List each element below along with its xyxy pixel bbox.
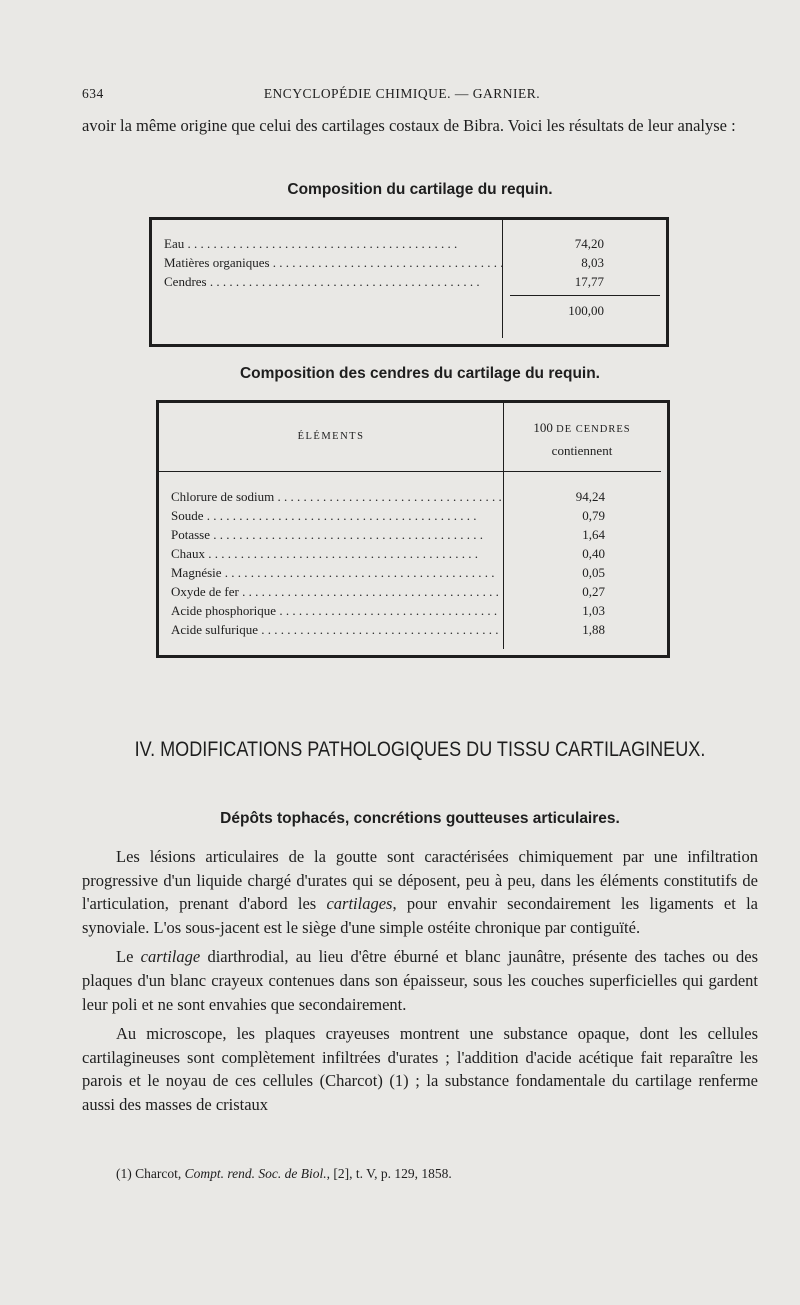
table2-row-value: 1,88 [582, 622, 605, 637]
shark-cartilage-table [149, 217, 669, 347]
page-number: 634 [82, 86, 104, 101]
table2-values [505, 487, 605, 639]
table2-row-label: Chaux . . . [171, 544, 501, 563]
table2-row-value: 1,03 [582, 603, 605, 618]
table2-row-label: Magnésie . . . [171, 563, 501, 582]
subsection-title: Dépôts tophacés, concrétions goutteuses articulaires. [220, 810, 620, 827]
table2-row-label: Chlorure de sodium . . . [171, 487, 501, 506]
intro-paragraph: avoir la même origine que celui des cartilages costaux de Bibra. Voici les résultats de leur analyse : [82, 116, 736, 135]
table2-column-divider [503, 403, 504, 649]
shark-ash-table [156, 400, 670, 658]
table2-row-value: 0,40 [582, 546, 605, 561]
table2-row-label: Acide sulfurique . . . [171, 620, 501, 639]
table2-labels [171, 487, 501, 639]
table2-row-value: 0,79 [582, 508, 605, 523]
table2-row-value: 0,05 [582, 565, 605, 580]
footnote: (1) Charcot, Compt. rend. Soc. de Biol., [2], t. V, p. 129, 1858. [116, 1166, 452, 1181]
table2-row-value: 1,64 [582, 527, 605, 542]
table1-row-label: Eau . . . [164, 234, 504, 253]
paragraph-1: Les lésions articulaires de la goutte sont caractérisées chimiquement par une infiltration progressive d'un liquide chargé d'urates qui se déposent, peu à peu, dans les éléments constitutifs de l'articulation, prenant d'abord les cartilages, pour envahir secondairement les ligaments et la synoviale. L'os sous-jacent est le siège d'une simple ostéite chronique par contiguïté. [82, 847, 758, 937]
table1-total-rule [510, 295, 660, 296]
table1-values [504, 234, 604, 291]
table2-row-label: Potasse . . . [171, 525, 501, 544]
table1-caption: Composition du cartilage du requin. [287, 181, 553, 198]
table2-row-value: 94,24 [575, 489, 605, 504]
table2-row-value: 0,27 [582, 584, 605, 599]
table1-row-label: Cendres . . . [164, 272, 504, 291]
running-title: ENCYCLOPÉDIE CHIMIQUE. — GARNIER. [263, 86, 541, 101]
table1-row-value: 17,77 [574, 274, 604, 289]
table2-header-content: 100 DE CENDRES contiennent [533, 420, 631, 458]
paragraph-3: Au microscope, les plaques crayeuses montrent une substance opaque, dont les cellules cartilagineuses sont complètement infiltrées d'urates ; l'addition d'acide acétique fait reparaître les parois et le noyau de ces cellules (Charcot) (1) ; la substance fondamentale du cartilage renferme aussi des masses de cristaux [82, 1024, 758, 1114]
table2-row-label: Acide phosphorique . . . [171, 601, 501, 620]
table1-labels [164, 234, 504, 291]
body-text [82, 845, 758, 1123]
table2-header-elements: ÉLÉMENTS [297, 431, 365, 442]
table1-total: 100,00 [568, 303, 604, 318]
table2-caption: Composition des cendres du cartilage du requin. [239, 365, 600, 382]
table2-row-label: Oxyde de fer . . . [171, 582, 501, 601]
table2-row-label: Soude . . . [171, 506, 501, 525]
table2-header-rule [159, 471, 661, 472]
table1-row-label: Matières organiques . . . [164, 253, 504, 272]
table1-column-divider [502, 220, 503, 338]
paragraph-2: Le cartilage diarthrodial, au lieu d'être éburné et blanc jaunâtre, présente des taches ou des plaques d'un blanc crayeux contenues dans son épaisseur, sous les couches superficielles qui gardent leur poli et ne sont envahies que secondairement. [82, 947, 759, 1014]
section-title: IV. MODIFICATIONS PATHOLOGIQUES DU TISSU CARTILAGINEUX. [134, 738, 706, 761]
table1-row-value: 74,20 [574, 236, 604, 251]
table1-row-value: 8,03 [581, 255, 604, 270]
